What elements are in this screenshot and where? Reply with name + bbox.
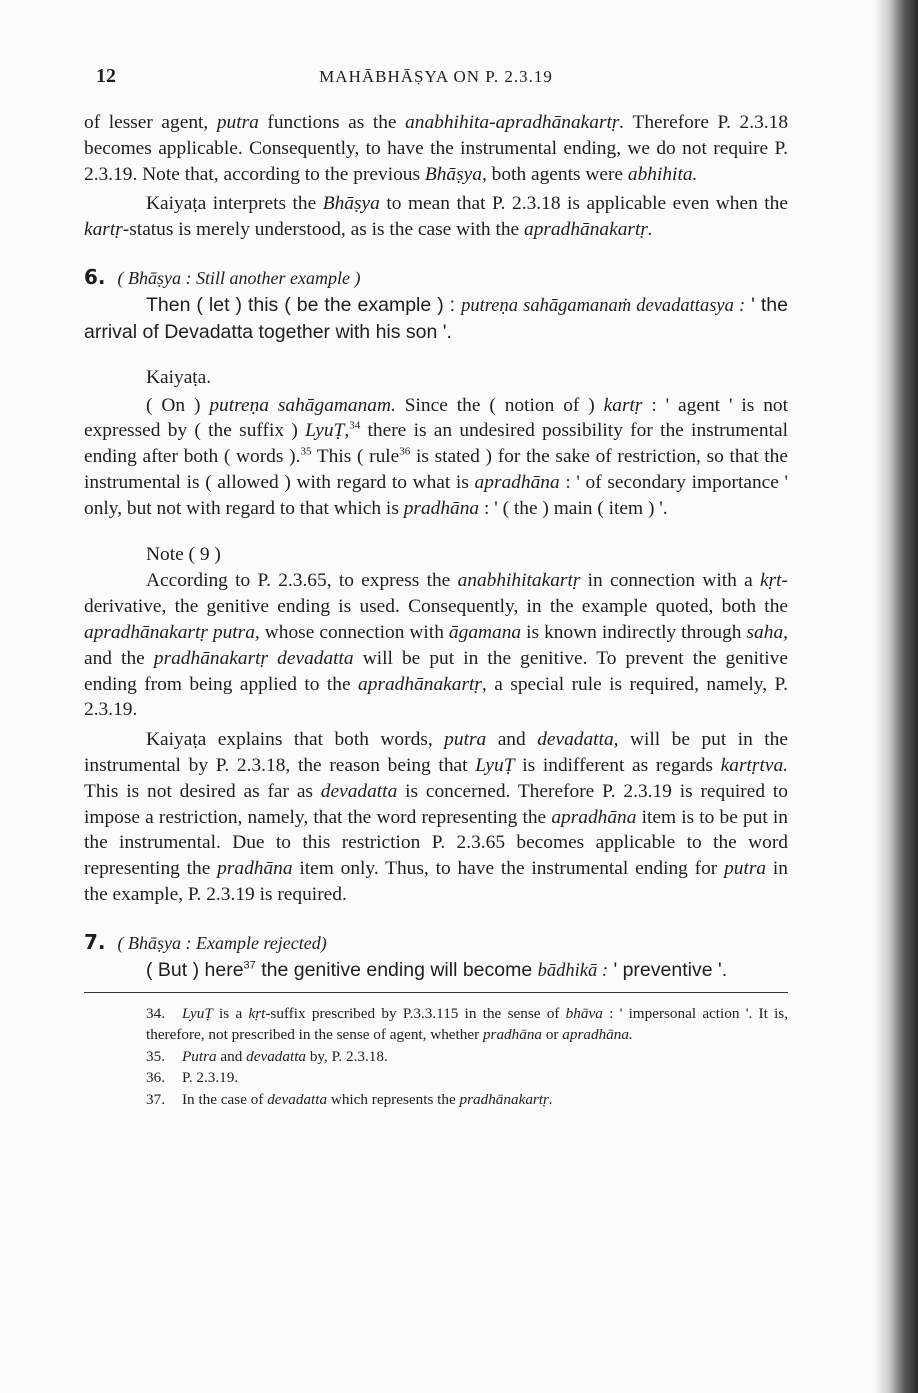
footnote-ref-37: 37 <box>243 959 256 972</box>
section-6-heading <box>84 265 788 292</box>
running-header <box>84 62 788 92</box>
note-label: Note ( 9 ) <box>146 543 221 565</box>
running-title: MAHĀBHĀṢYA ON P. 2.3.19 <box>319 67 553 86</box>
section-6-number: 6. <box>84 264 106 289</box>
footnote-ref-35: 35 <box>300 445 312 458</box>
footnote-ref-34: 34 <box>349 419 361 432</box>
footnote-36: 36. P. 2.3.19. <box>146 1069 239 1087</box>
footnote-divider <box>84 992 788 993</box>
paragraph-kaiyata-explains: Kaiyaṭa explains that both words, putra and devadatta, will be put in the instrumental by P. 2.3.18, the reason being that LyuṬ is indifferent as regards kartṛtva. This is not desired as far as devadatta is concerned. Therefore P. 2.3.19 is required to impose a restriction, namely, that the word representing the apradhāna item is to be put in the instrumental. Due to this restriction P. 2.3.65 becomes applicable to the word representing the pradhāna item only. Thus, to have the instrumental ending for putra in the example, P. 2.3.19 is required. <box>84 729 789 905</box>
section-7-number: 7. <box>84 929 106 954</box>
section-6-example: Then ( let ) this ( be the example ) : putreṇa sahāgamanaṁ devadattasya : ' the arrival of Devadatta together with his son '. <box>84 293 788 343</box>
paragraph-kaiyata-interprets: Kaiyaṭa interprets the Bhāṣya to mean that P. 2.3.18 is applicable even when the kartṛ-status is merely understood, as is the case with the apradhānakartṛ. <box>84 193 788 241</box>
paragraph-kaiyata-comment: ( On ) putreṇa sahāgamanam. Since the ( notion of ) kartṛ : ' agent ' is not expressed by ( the suffix ) LyuṬ,$^{34}$ there is an undesired possibility for the instrumental ending after both ( words ).$^{35}$ This ( rule$^{36}$ is stated ) for the sake of restriction, so that the instrumental is ( allowed ) with regard to what is apradhāna : ' of secondary importance ' only, but not with regard to that which is pradhāna : ' ( the ) main ( item ) '. <box>84 394 789 519</box>
footnote-37: 37. In the case of devadatta which represents the pradhānakartṛ. <box>146 1090 553 1108</box>
section-7-title: ( Bhāṣya : Example rejected) <box>117 932 327 953</box>
page-content <box>84 62 788 1110</box>
footnote-34: 34. LyuṬ is a kṛt-suffix prescribed by P.3.3.115 in the sense of bhāva : ' impersonal action '. It is, therefore, not prescribed in the sense of agent, whether pradhāna or apradhāna. <box>146 1004 788 1044</box>
footnote-ref-36: 36 <box>399 445 411 458</box>
footnote-35: 35. Putra and devadatta by, P. 2.3.18. <box>146 1047 388 1065</box>
scanned-page-edge-shadow <box>874 0 918 1393</box>
section-7-heading <box>84 930 788 957</box>
paragraph-note-9: According to P. 2.3.65, to express the anabhihitakartṛ in connection with a kṛt-derivative, the genitive ending is used. Consequently, in the example quoted, both the apradhānakartṛ putra, whose connection with āgamana is known indirectly through saha, and the pradhānakartṛ devadatta will be put in the genitive. To prevent the genitive ending from being applied to the apradhānakartṛ, a special rule is required, namely, P. 2.3.19. <box>84 570 788 721</box>
section-7-text: ( But ) here$^{37}$ the genitive ending will become bādhikā : ' preventive '. <box>146 958 728 981</box>
section-6-title: ( Bhāṣya : Still another example ) <box>117 267 361 288</box>
paragraph-lesser-agent: of lesser agent, putra functions as the anabhihita-apradhānakartṛ. Therefore P. 2.3.18 becomes applicable. Consequently, to have the instrumental ending, we do not require P. 2.3.19. Note that, according to the previous Bhāṣya, both agents were abhihita. <box>84 112 789 185</box>
kaiyata-label: Kaiyaṭa. <box>146 366 212 388</box>
page-number: 12 <box>96 65 116 87</box>
footnotes <box>84 1003 788 1111</box>
